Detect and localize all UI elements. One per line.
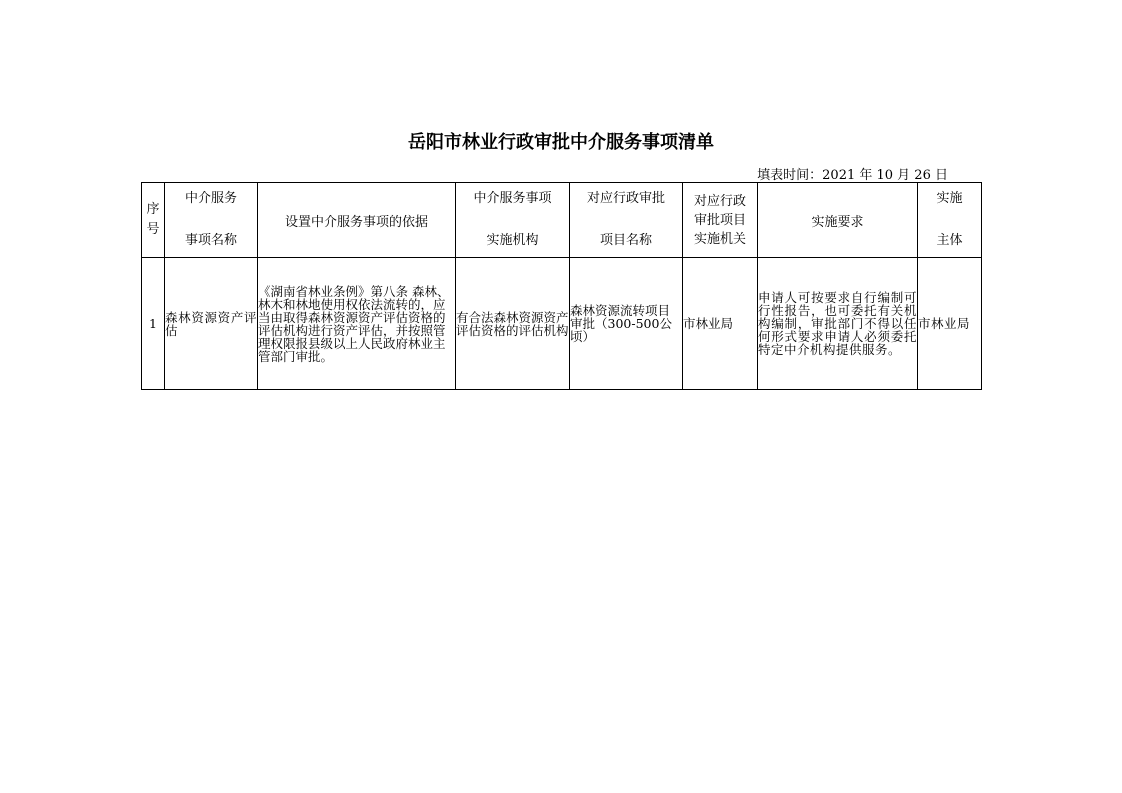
header-subject-line: 主体	[936, 233, 963, 248]
cell-basis: 《湖南省林业条例》第八条 森林、林木和林地使用权依法流转的，应当由取得森林资源资产评估资格的评估机构进行资产评估，并按照管理权限报县级以上人民政府林业主管部门审批。	[258, 258, 456, 390]
header-seq-line: 序	[146, 202, 160, 217]
header-basis: 设置中介服务事项的依据	[258, 183, 456, 258]
table-row	[142, 258, 982, 390]
header-approval-org	[683, 183, 758, 258]
header-service-name-line: 事项名称	[184, 233, 237, 248]
header-approval-org-line: 对应行政	[693, 193, 746, 209]
header-service-name-line: 中介服务	[184, 191, 237, 206]
header-institution-line: 实施机构	[486, 233, 539, 248]
header-subject	[918, 183, 982, 258]
table-header-row	[142, 183, 982, 258]
header-institution-line: 中介服务事项	[473, 191, 552, 206]
header-institution	[456, 183, 570, 258]
header-approval-item-line: 对应行政审批	[586, 191, 665, 206]
service-items-table	[141, 182, 982, 390]
cell-institution: 有合法森林资源资产评估资格的评估机构	[456, 258, 570, 390]
header-approval-item	[570, 183, 683, 258]
header-approval-item-line: 项目名称	[599, 233, 652, 248]
cell-requirements: 申请人可按要求自行编制可行性报告，也可委托有关机构编制，审批部门不得以任何形式要求申请人必须委托特定中介机构提供服务。	[758, 258, 918, 390]
header-service-name	[165, 183, 258, 258]
cell-approval-item: 森林资源流转项目审批（300-500公顷）	[570, 258, 683, 390]
cell-service-name: 森林资源资产评估	[165, 258, 258, 390]
header-seq	[142, 183, 165, 258]
document-title: 岳阳市林业行政审批中介服务事项清单	[408, 132, 714, 153]
header-approval-org-line: 实施机关	[693, 231, 746, 247]
cell-seq: 1	[142, 258, 165, 390]
cell-approval-org: 市林业局	[683, 258, 758, 390]
header-requirements: 实施要求	[758, 183, 918, 258]
header-subject-line: 实施	[936, 191, 963, 206]
cell-subject: 市林业局	[918, 258, 982, 390]
fill-date: 填表时间：2021 年 10 月 26 日	[757, 168, 948, 183]
header-approval-org-line: 审批项目	[693, 212, 746, 228]
header-seq-line: 号	[146, 222, 160, 237]
